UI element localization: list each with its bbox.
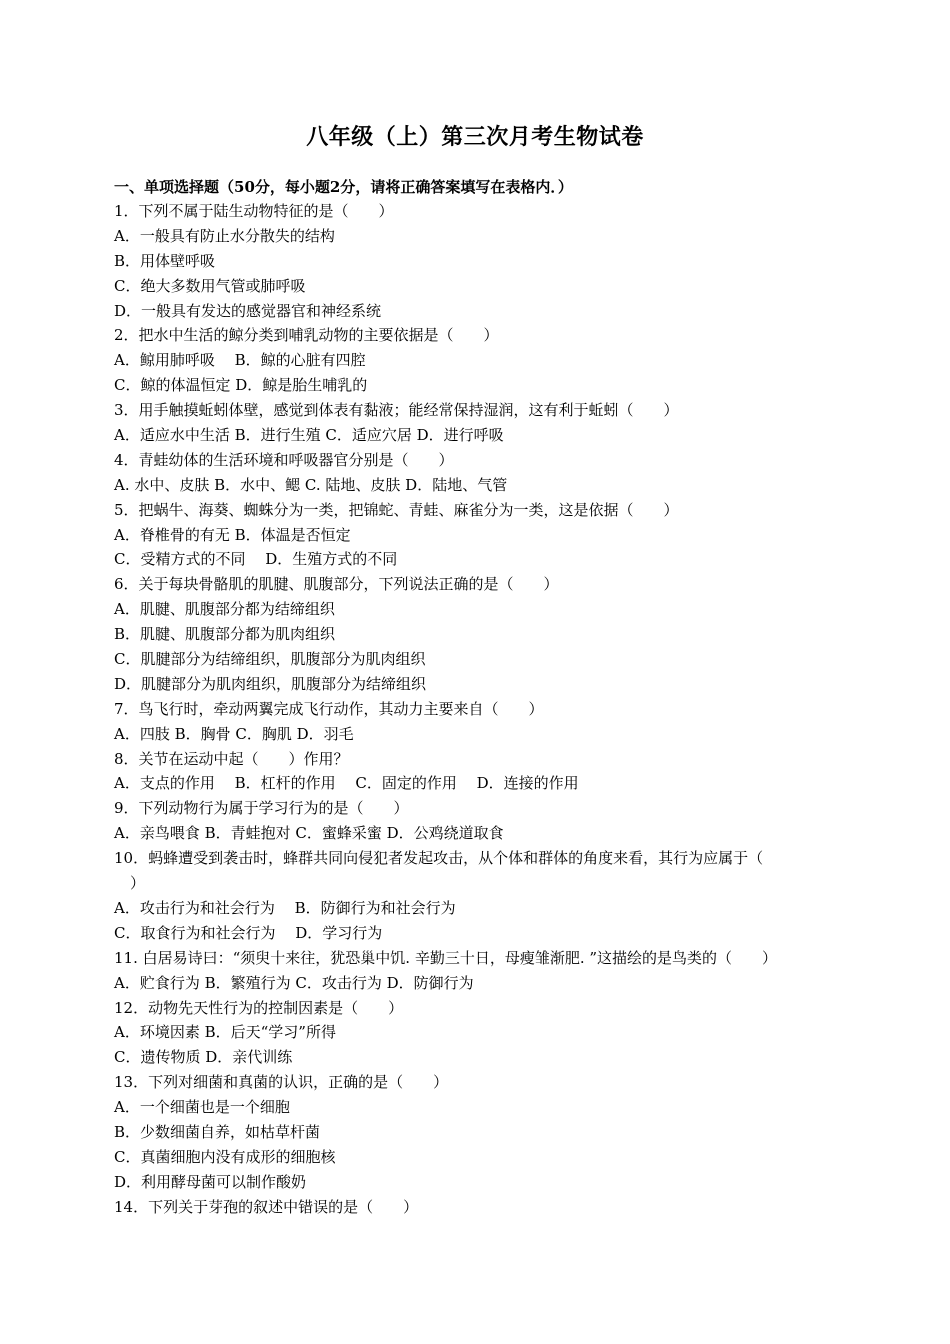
question-8: 8．关节在运动中起（ ）作用？ [114,749,349,768]
question-13-option-a: A．一个细菌也是一个细胞 [114,1098,290,1117]
question-8-options: A．支点的作用 B．杠杆的作用 C．固定的作用 D．连接的作用 [114,774,579,793]
question-6-option-d: D．肌腱部分为肌肉组织，肌腹部分为结缔组织 [114,674,427,693]
question-4-options: A. 水中、皮肤 B．水中、鳃 C. 陆地、皮肤 D．陆地、气管 [114,475,508,494]
question-1-option-c: C．绝大多数用气管或肺呼吸 [114,276,306,295]
section-heading: 一、单项选择题（50分，每小题2分，请将正确答案填写在表格内．） [114,178,573,196]
question-2-options-ab: A．鲸用肺呼吸 B．鲸的心脏有四腔 [114,351,366,370]
question-list [114,199,844,1220]
question-11-options: A．贮食行为 B．繁殖行为 C．攻击行为 D．防御行为 [114,973,474,992]
question-14: 14．下列关于芽孢的叙述中错误的是（ ） [114,1197,419,1216]
question-7-options: A．四肢 B．胸骨 C．胸肌 D．羽毛 [114,724,354,743]
question-13-option-d: D．利用酵母菌可以制作酸奶 [114,1172,307,1191]
question-13: 13．下列对细菌和真菌的认识，正确的是（ ） [114,1073,449,1092]
question-1-option-b: B．用体壁呼吸 [114,251,216,270]
question-6: 6．关于每块骨骼肌的肌腱、肌腹部分，下列说法正确的是（ ） [114,575,559,594]
question-9: 9．下列动物行为属于学习行为的是（ ） [114,799,409,818]
question-12-options-cd: C．遗传物质 D．亲代训练 [114,1048,293,1067]
page-title: 八年级（上）第三次月考生物试卷 [306,124,644,150]
question-3-options: A．适应水中生活 B．进行生殖 C．适应穴居 D．进行呼吸 [114,426,504,445]
question-10-options-ab: A．攻击行为和社会行为 B．防御行为和社会行为 [114,898,456,917]
question-6-option-b: B．肌腱、肌腹部分都为肌肉组织 [114,625,336,644]
question-1-option-a: A．一般具有防止水分散失的结构 [114,226,335,245]
question-1-option-d: D．一般具有发达的感觉器官和神经系统 [114,301,382,320]
question-9-options: A．亲鸟喂食 B．青蛙抱对 C．蜜蜂采蜜 D．公鸡绕道取食 [114,824,504,843]
question-13-option-b: B．少数细菌自养，如枯草杆菌 [114,1122,321,1141]
question-10-options-cd: C．取食行为和社会行为 D．学习行为 [114,923,383,942]
question-3: 3．用手触摸蚯蚓体壁，感觉到体表有黏液；能经常保持湿润，这有利于蚯蚓（ ） [114,401,679,420]
question-2: 2．把水中生活的鲸分类到哺乳动物的主要依据是（ ） [114,326,499,345]
question-7: 7．鸟飞行时，牵动两翼完成飞行动作，其动力主要来自（ ） [114,699,544,718]
question-11: 11. 白居易诗曰：“须臾十来往，犹恐巢中饥. 辛勤三十日，母瘦雏渐肥. ”这描绘的是鸟类的（ ） [114,948,778,967]
question-13-option-c: C．真菌细胞内没有成形的细胞核 [114,1147,336,1166]
question-10-continuation: ） [130,874,146,893]
question-1: 1．下列不属于陆生动物特征的是（ ） [114,202,394,220]
question-12: 12．动物先天性行为的控制因素是（ ） [114,998,404,1017]
question-5: 5．把蜗牛、海葵、蜘蛛分为一类，把锦蛇、青蛙、麻雀分为一类，这是依据（ ） [114,500,679,519]
question-4: 4．青蛙幼体的生活环境和呼吸器官分别是（ ） [114,450,454,469]
question-10: 10．蚂蜂遭受到袭击时，蜂群共同向侵犯者发起攻击，从个体和群体的角度来看，其行为应属于（ [114,849,764,868]
question-6-option-a: A．肌腱、肌腹部分都为结缔组织 [114,600,335,619]
question-12-options-ab: A．环境因素 B．后天“学习”所得 [114,1023,336,1042]
question-6-option-c: C．肌腱部分为结缔组织，肌腹部分为肌肉组织 [114,650,426,669]
question-5-options-cd: C．受精方式的不同 D．生殖方式的不同 [114,550,398,569]
question-2-options-cd: C．鲸的体温恒定 D．鲸是胎生哺乳的 [114,376,368,395]
question-5-options-ab: A．脊椎骨的有无 B．体温是否恒定 [114,525,351,544]
